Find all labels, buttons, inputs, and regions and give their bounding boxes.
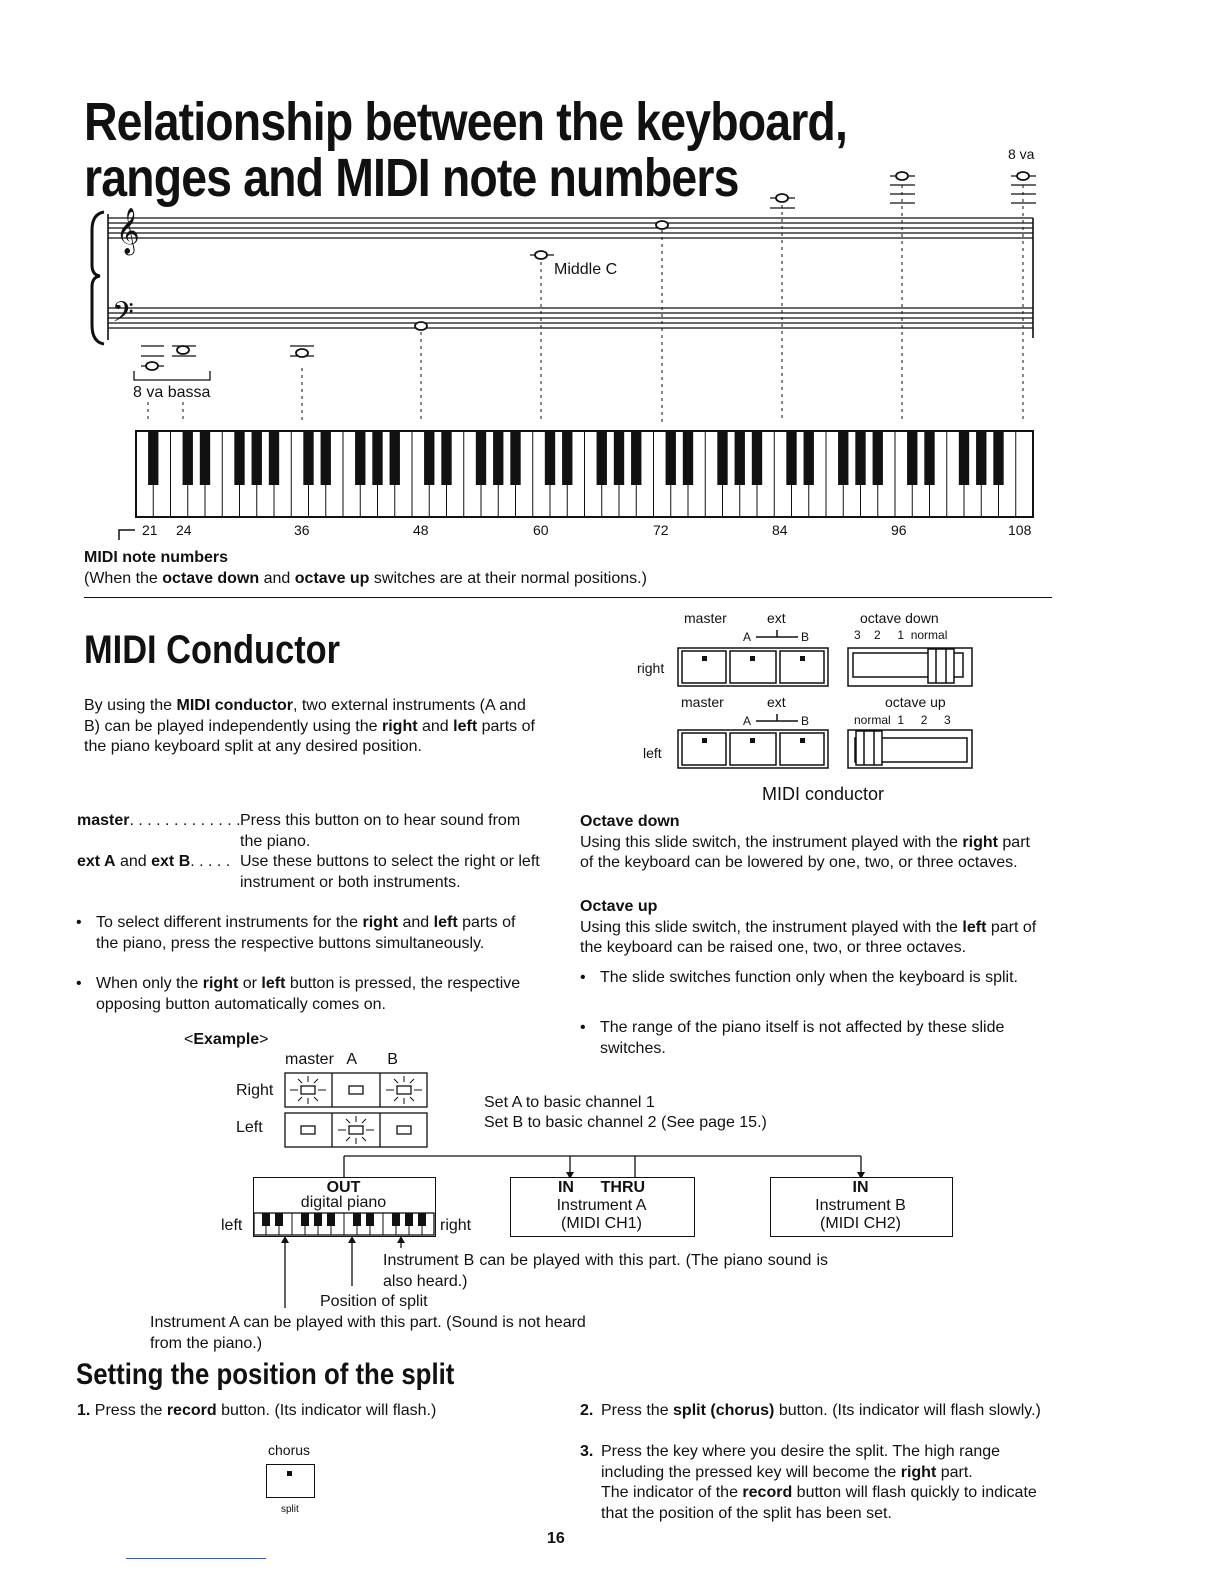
- note-caption-title: MIDI note numbers: [84, 549, 229, 566]
- page-number: 16: [547, 1530, 565, 1547]
- split-step-1: 1. Press the record button. (Its indicator will flash.): [77, 1402, 437, 1419]
- black-key: [441, 431, 451, 485]
- middle-c-label: Middle C: [554, 261, 618, 278]
- black-key: [735, 431, 745, 485]
- title-line-2: ranges and MIDI note numbers: [84, 148, 739, 208]
- instrument-a-name: Instrument A: [556, 1197, 647, 1214]
- note-split-position: Position of split: [320, 1293, 428, 1310]
- note-number: 84: [772, 522, 788, 538]
- def-master: master. . . . . . . . . . . . . Press this button on to hear sound from the piano.: [77, 812, 521, 850]
- panel-octave-down-scale: 3 2 1 normal: [854, 628, 948, 642]
- example-button-rows: [284, 1072, 430, 1148]
- example-left-label: Left: [236, 1119, 263, 1136]
- black-key: [545, 431, 555, 485]
- black-key: [683, 431, 693, 485]
- black-key: [614, 431, 624, 485]
- black-key: [959, 431, 969, 485]
- treble-clef-icon: 𝄞: [116, 208, 140, 254]
- chorus-label: chorus: [268, 1442, 311, 1458]
- black-key: [562, 431, 572, 485]
- black-key: [510, 431, 520, 485]
- instrument-a-ports: IN THRU: [557, 1179, 646, 1196]
- panel-ext-label: ext: [767, 610, 786, 626]
- panel-ext-b-2: B: [801, 714, 810, 728]
- bass-clef-icon: 𝄢: [112, 296, 134, 336]
- bullet-opposing-button: • When only the right or left button is pressed, the respective opposing button automatically comes on.: [96, 974, 538, 1015]
- set-b-note: Set B to basic channel 2 (See page 15.): [484, 1114, 767, 1131]
- octave-up-section: Octave up Using this slide switch, the instrument played with the left part of the keyboard can be raised one, two, or three octaves.: [580, 898, 1037, 956]
- black-key: [855, 431, 865, 485]
- instrument-a-channel: (MIDI CH1): [561, 1215, 642, 1232]
- black-key: [752, 431, 762, 485]
- keyboard-left-label: left: [221, 1217, 243, 1234]
- instrument-b-name: Instrument B: [815, 1197, 906, 1214]
- octave-down-title: Octave down: [580, 813, 680, 830]
- mini-black-key: [262, 1213, 270, 1226]
- black-key: [269, 431, 279, 485]
- note-instrument-b: Instrument B can be played with this part. (The piano sound is also heard.): [383, 1252, 828, 1290]
- mini-black-key: [314, 1213, 322, 1226]
- black-key: [424, 431, 434, 485]
- note-instrument-a: Instrument A can be played with this part. (Sound is not heard from the piano.): [150, 1314, 586, 1352]
- panel-master-label: master: [684, 610, 727, 626]
- conductor-heading: MIDI Conductor: [84, 628, 341, 672]
- note-number: 96: [891, 522, 907, 538]
- bullet-piano-range: • The range of the piano itself is not affected by these slide switches.: [600, 1018, 1042, 1059]
- split-heading: Setting the position of the split: [76, 1358, 455, 1391]
- black-key: [303, 431, 313, 485]
- note-number: 72: [653, 522, 669, 538]
- set-a-note: Set A to basic channel 1: [484, 1094, 655, 1111]
- mini-black-key: [418, 1213, 426, 1226]
- black-key: [786, 431, 796, 485]
- instrument-b-channel: (MIDI CH2): [820, 1215, 901, 1232]
- panel-octave-down-label: octave down: [860, 610, 939, 626]
- panel-master-label-2: master: [681, 694, 724, 710]
- def-ext: ext A and ext B. . . . . Use these buttons to select the right or left instrument or both instruments.: [77, 853, 540, 891]
- panel-ext-label-2: ext: [767, 694, 786, 710]
- black-key: [993, 431, 1003, 485]
- bullet-select-instruments: • To select different instruments for the right and left parts of the piano, press the respective buttons simultaneously.: [96, 913, 538, 954]
- black-key: [148, 431, 158, 485]
- instrument-b-port: IN: [852, 1179, 869, 1196]
- mini-black-key: [301, 1213, 309, 1226]
- black-key: [838, 431, 848, 485]
- panel-octave-up-label: octave up: [885, 694, 946, 710]
- mini-black-key: [327, 1213, 335, 1226]
- black-key: [631, 431, 641, 485]
- black-key: [717, 431, 727, 485]
- mini-black-key: [275, 1213, 283, 1226]
- out-label: OUT: [326, 1179, 361, 1196]
- black-key: [183, 431, 193, 485]
- panel-left-label: left: [643, 745, 662, 761]
- split-step-2: 2. Press the split (chorus) button. (Its indicator will flash slowly.): [580, 1402, 1041, 1419]
- black-key: [666, 431, 676, 485]
- example-header: master A B: [285, 1051, 398, 1068]
- note-number: 108: [1008, 522, 1032, 538]
- note-number: 21: [142, 522, 158, 538]
- panel-ext-b: B: [801, 630, 810, 644]
- black-key: [597, 431, 607, 485]
- split-button[interactable]: [266, 1464, 315, 1498]
- black-key: [355, 431, 365, 485]
- conductor-intro: By using the MIDI conductor, two external instruments (A and B) can be played independently using the right and left parts of the piano keyboard split at any desired position.: [84, 697, 535, 755]
- black-key: [234, 431, 244, 485]
- split-label: split: [281, 1504, 299, 1515]
- black-key: [372, 431, 382, 485]
- panel-right-label: right: [637, 660, 665, 676]
- black-key: [907, 431, 917, 485]
- panel-graphics: [670, 620, 980, 780]
- mini-black-key: [366, 1213, 374, 1226]
- note-caption: MIDI note numbers (When the octave down and octave up switches are at their normal positions.): [84, 549, 647, 587]
- black-key: [476, 431, 486, 485]
- black-key: [924, 431, 934, 485]
- black-key: [873, 431, 883, 485]
- panel-octave-up-scale: normal 1 2 3: [854, 713, 951, 727]
- footer-rule: [126, 1558, 266, 1559]
- black-key: [321, 431, 331, 485]
- black-key: [804, 431, 814, 485]
- digital-piano-label: digital piano: [300, 1194, 387, 1211]
- black-key: [200, 431, 210, 485]
- section-divider: [84, 597, 1052, 598]
- title-line-1: Relationship between the keyboard,: [84, 92, 847, 152]
- piano-keyboard: [135, 430, 1035, 520]
- octave-high-label: 8 va: [1008, 146, 1035, 162]
- example-right-label: Right: [236, 1082, 274, 1099]
- note-number: 36: [294, 522, 310, 538]
- mini-black-key: [392, 1213, 400, 1226]
- octave-down-section: Octave down Using this slide switch, the instrument played with the right part of the keyboard can be lowered by one, two, or three octaves.: [580, 813, 1030, 871]
- split-step-3: 3. Press the key where you desire the split. The high range including the pressed key will become the right part. The indicator of the record button will flash quickly to indicate that the position of the split has been set.: [580, 1443, 1037, 1522]
- mini-black-key: [353, 1213, 361, 1226]
- octave-up-title: Octave up: [580, 898, 658, 915]
- panel-ext-a-2: A: [743, 714, 752, 728]
- panel-caption: MIDI conductor: [762, 784, 885, 804]
- black-key: [976, 431, 986, 485]
- panel-ext-a: A: [743, 630, 752, 644]
- note-number: 48: [413, 522, 429, 538]
- bullet-slide-switches: • The slide switches function only when the keyboard is split.: [600, 968, 1042, 989]
- black-key: [493, 431, 503, 485]
- octave-low-label: 8 va bassa: [133, 384, 211, 401]
- black-key: [390, 431, 400, 485]
- mini-black-key: [405, 1213, 413, 1226]
- example-label: <Example>: [184, 1031, 269, 1048]
- keyboard-right-label: right: [440, 1217, 472, 1234]
- note-number: 60: [533, 522, 549, 538]
- note-number: 24: [176, 522, 192, 538]
- black-key: [252, 431, 262, 485]
- mini-keyboard: [253, 1212, 435, 1236]
